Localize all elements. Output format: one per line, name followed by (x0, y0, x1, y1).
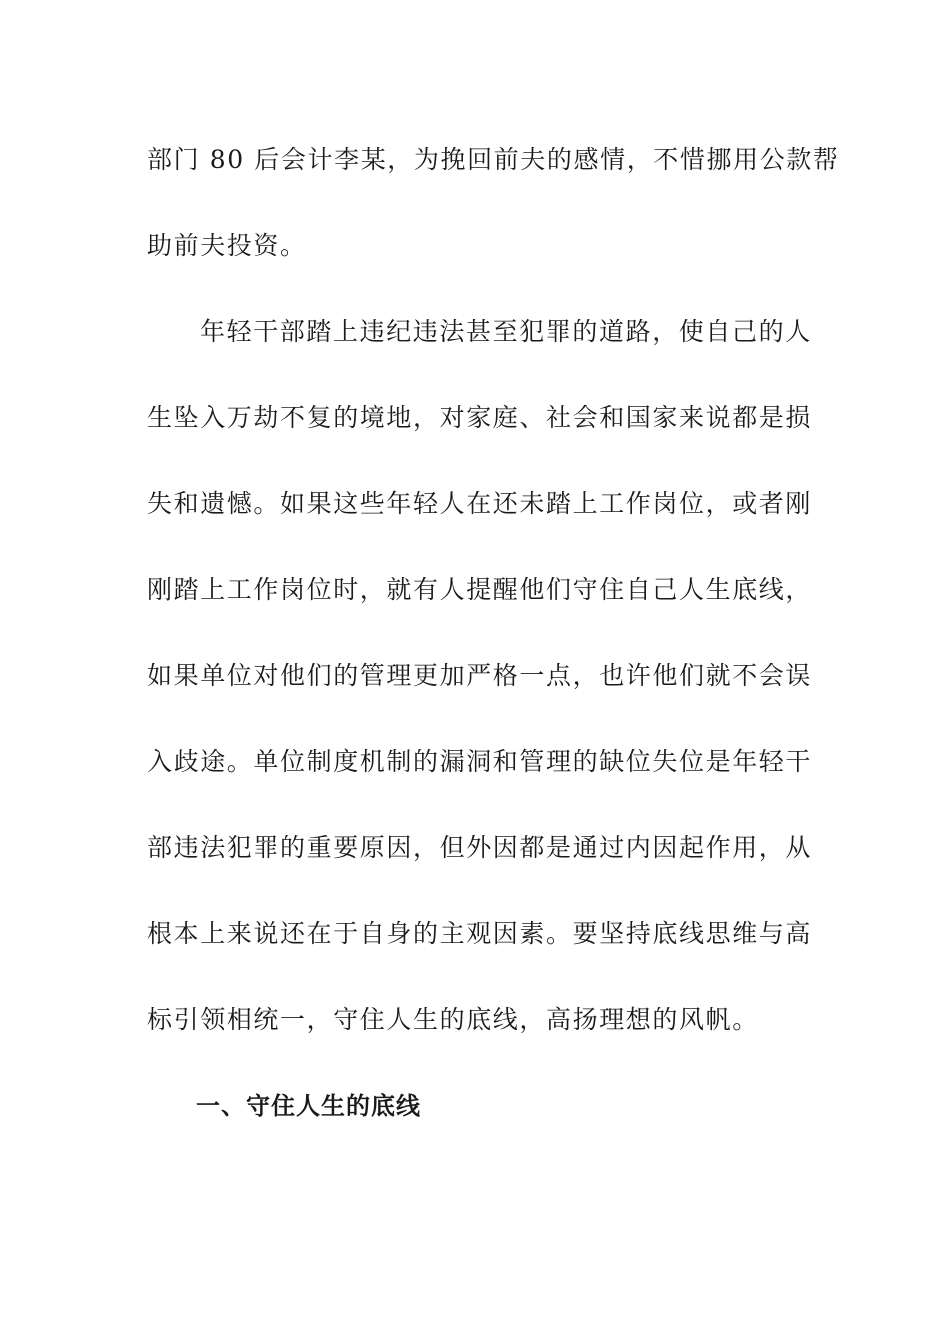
paragraph-1-line-2: 助前夫投资。 (147, 231, 307, 260)
paragraph-2-line-2: 生坠入万劫不复的境地，对家庭、社会和国家来说都是损 (147, 403, 813, 432)
paragraph-1-line-1: 部门 80 后会计李某，为挽回前夫的感情，不惜挪用公款帮 (147, 145, 840, 174)
paragraph-2-line-8: 根本上来说还在于自身的主观因素。要坚持底线思维与高 (147, 919, 813, 948)
section-heading: 一、守住人生的底线 (196, 1092, 421, 1120)
paragraph-2-line-4: 刚踏上工作岗位时，就有人提醒他们守住自己人生底线， (147, 575, 813, 604)
paragraph-2-line-7: 部违法犯罪的重要原因，但外因都是通过内因起作用，从 (147, 833, 813, 862)
paragraph-2-line-6: 入歧途。单位制度机制的漏洞和管理的缺位失位是年轻干 (147, 747, 813, 776)
paragraph-2-line-9: 标引领相统一，守住人生的底线，高扬理想的风帆。 (147, 1005, 759, 1034)
paragraph-2-line-5: 如果单位对他们的管理更加严格一点，也许他们就不会误 (147, 661, 813, 690)
paragraph-2-line-1: 年轻干部踏上违纪违法甚至犯罪的道路，使自己的人 (200, 317, 812, 346)
paragraph-2-line-3: 失和遗憾。如果这些年轻人在还未踏上工作岗位，或者刚 (147, 489, 813, 518)
